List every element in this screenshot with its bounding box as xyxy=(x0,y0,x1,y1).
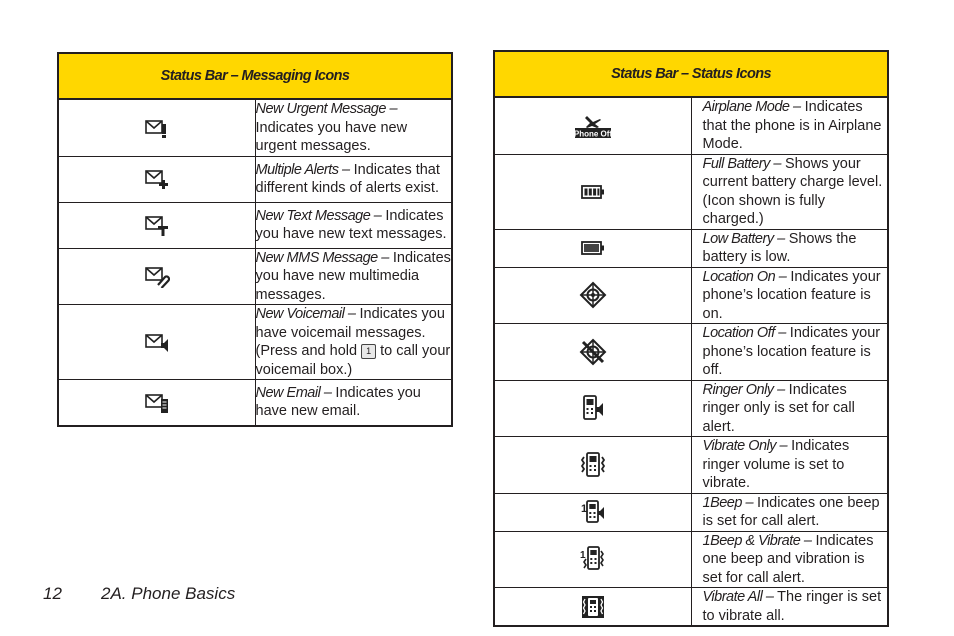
table-row xyxy=(494,437,888,494)
row-name: Full Battery – xyxy=(702,155,781,172)
one-beep-icon xyxy=(494,493,691,531)
messaging-table-header: Status Bar – Messaging Icons xyxy=(58,53,452,99)
table-row xyxy=(494,493,888,531)
envelope-speaker-icon xyxy=(58,305,255,380)
row-name: 1Beep & Vibrate – xyxy=(702,532,812,549)
table-row xyxy=(58,99,452,156)
status-table-header: Status Bar – Status Icons xyxy=(494,51,888,97)
row-description: Shows the battery is low. xyxy=(702,230,857,265)
row-description: Shows your current battery charge level. (Icon shown is fully charged.) xyxy=(702,155,883,227)
row-description: The ringer is set to vibrate all. xyxy=(702,589,882,624)
row-description: Indicates you have new multimedia messages. xyxy=(255,249,451,303)
table-row xyxy=(494,229,888,267)
row-name: New Text Message – xyxy=(255,207,382,224)
row-description: Indicates you have new urgent messages. xyxy=(255,119,408,154)
vibrate-only-icon xyxy=(494,437,691,494)
svg-text:1: 1 xyxy=(580,503,587,515)
phone-off-label: Phone Off xyxy=(573,129,612,139)
vibrate-all-icon xyxy=(494,588,691,627)
row-name: Airplane Mode – xyxy=(702,99,801,115)
row-description: Indicates your phone’s location feature is off. xyxy=(702,325,881,378)
battery-low-icon xyxy=(494,229,691,267)
location-off-icon xyxy=(494,324,691,381)
table-row xyxy=(58,380,452,426)
row-name: Location On – xyxy=(702,268,787,285)
row-name: Vibrate All – xyxy=(702,589,774,605)
row-name: Low Battery – xyxy=(702,230,785,247)
table-row xyxy=(494,324,888,381)
row-name: New MMS Message – xyxy=(255,249,389,266)
row-name: New Email – xyxy=(255,384,332,401)
row-description: Indicates your phone’s location feature is on. xyxy=(702,268,881,322)
table-row xyxy=(494,267,888,324)
table-row xyxy=(494,380,888,437)
table-row xyxy=(494,588,888,627)
svg-text:1: 1 xyxy=(579,550,586,562)
envelope-paperclip-icon xyxy=(58,248,255,305)
row-description: Indicates one beep and vibration is set for call alert. xyxy=(702,532,874,586)
status-icons-table xyxy=(493,50,889,627)
one-beep-vibrate-icon xyxy=(494,531,691,588)
row-name: Location Off – xyxy=(702,325,786,341)
row-description: Indicates one beep is set for call alert. xyxy=(702,494,880,529)
page-number: 12 xyxy=(43,584,62,603)
envelope-list-icon xyxy=(58,380,255,426)
row-name: Multiple Alerts – xyxy=(255,161,350,178)
row-name: New Urgent Message – xyxy=(255,101,398,117)
messaging-icons-table xyxy=(57,52,453,427)
row-name: Ringer Only – xyxy=(702,381,785,398)
row-description: Indicates you have voicemail messages. (Press and hold xyxy=(255,306,445,359)
table-row xyxy=(494,97,888,154)
envelope-exclamation-icon xyxy=(58,99,255,156)
row-description-end: to call your voicemail box.) xyxy=(255,343,451,378)
row-description: Indicates you have new email. xyxy=(255,384,421,420)
envelope-text-icon xyxy=(58,202,255,248)
location-on-icon xyxy=(494,267,691,324)
key-1-icon: 1 xyxy=(361,344,376,359)
table-row xyxy=(58,156,452,202)
row-name: 1Beep – xyxy=(702,494,754,511)
row-description: Indicates that different kinds of alerts exist. xyxy=(255,161,440,196)
section-title: 2A. Phone Basics xyxy=(101,584,236,603)
row-name: New Voicemail – xyxy=(255,306,356,322)
table-row xyxy=(58,248,452,305)
ringer-only-icon xyxy=(494,380,691,437)
row-description: Indicates that the phone is in Airplane Mode. xyxy=(702,99,882,152)
envelope-plus-icon xyxy=(58,156,255,202)
battery-full-icon xyxy=(494,154,691,229)
row-description: Indicates you have new text messages. xyxy=(255,207,447,242)
table-row xyxy=(58,202,452,248)
row-description: Indicates ringer volume is set to vibrate. xyxy=(702,438,850,491)
row-name: Vibrate Only – xyxy=(702,438,788,454)
table-row xyxy=(494,154,888,229)
row-description: Indicates ringer only is set for call alert. xyxy=(702,381,855,435)
table-row xyxy=(58,305,452,380)
table-row xyxy=(494,531,888,588)
airplane-mode-icon xyxy=(494,97,691,154)
